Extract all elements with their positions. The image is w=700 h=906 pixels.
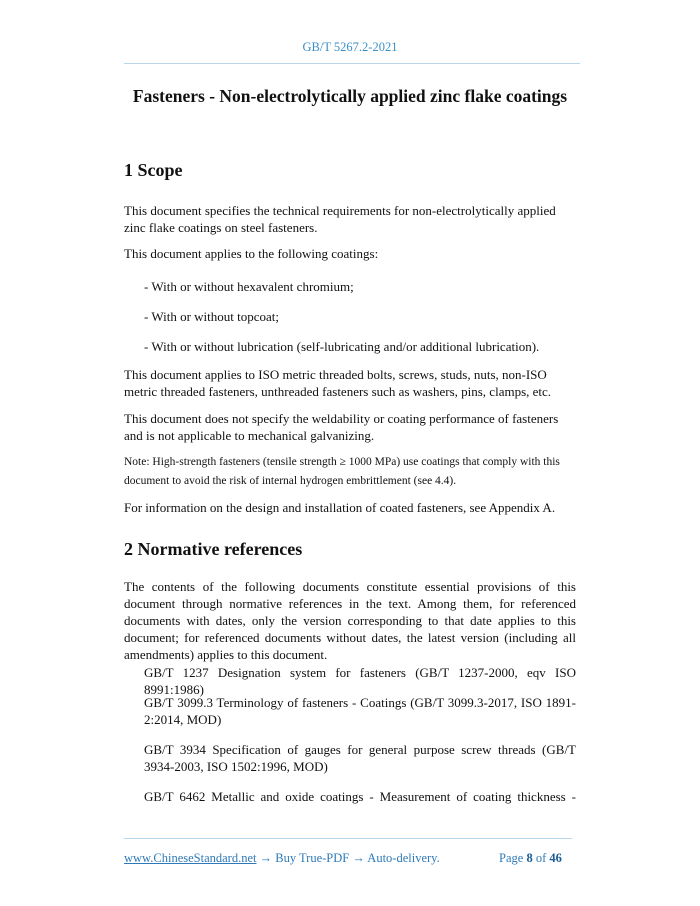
paragraph: This document applies to ISO metric threaded bolts, screws, studs, nuts, non-ISO metric threaded fasteners, unthreaded fasteners such as washers, pins, clamps, etc.	[124, 367, 552, 399]
reference-item: GB/T 3934 Specification of gauges for general purpose screw threads (GB/T 3934-2003, ISO 1502:1996, MOD)	[144, 742, 576, 774]
chinesestandard-link[interactable]: www.ChineseStandard.net	[124, 851, 257, 865]
section-heading-scope: 1 Scope	[124, 160, 183, 180]
note: Note: High-strength fasteners (tensile strength ≥ 1000 MPa) use coatings that comply with this document to avoid the risk of internal hydrogen embrittlement (see 4.4).	[124, 456, 560, 487]
page-label: Page	[499, 851, 524, 865]
page-number	[499, 851, 562, 866]
total-pages: 46	[549, 851, 562, 865]
footer-text: → Buy True-PDF → Auto-delivery.	[256, 851, 440, 865]
of-label: of	[535, 851, 547, 865]
header-standard-number: GB/T 5267.2-2021	[302, 40, 398, 54]
reference-item: GB/T 3099.3 Terminology of fasteners - Coatings (GB/T 3099.3-2017, ISO 1891-2:2014, MOD)	[144, 695, 576, 727]
reference-item: GB/T 1237 Designation system for fasteners (GB/T 1237-2000, eqv ISO 8991:1986)	[144, 665, 576, 697]
section-heading-normative-references: 2 Normative references	[124, 539, 303, 559]
reference-item: GB/T 6462 Metallic and oxide coatings - Measurement of coating thickness -	[144, 789, 576, 804]
list-item: - With or without topcoat;	[144, 309, 279, 324]
paragraph: For information on the design and installation of coated fasteners, see Appendix A.	[124, 500, 556, 515]
paragraph: The contents of the following documents constitute essential provisions of this document through normative references in the text. Among them, for referenced documents with dates, only the version corresponding to that date applies to this document; for referenced documents without dates, the latest version (including all amendments) applies to this document.	[124, 579, 576, 662]
list-item: - With or without hexavalent chromium;	[144, 279, 354, 294]
list-item: - With or without lubrication (self-lubricating and/or additional lubrication).	[144, 339, 540, 354]
paragraph: This document does not specify the weldability or coating performance of fasteners and is not applicable to mechanical galvanizing.	[124, 411, 559, 443]
header-divider	[124, 63, 580, 64]
footer-divider	[124, 838, 572, 839]
paragraph: This document specifies the technical requirements for non-electrolytically applied zinc flake coatings on steel fasteners.	[124, 203, 556, 235]
footer-promo	[124, 851, 440, 866]
paragraph: This document applies to the following coatings:	[124, 246, 379, 261]
document-title: Fasteners - Non-electrolytically applied zinc flake coatings	[132, 86, 568, 106]
current-page: 8	[526, 851, 533, 865]
